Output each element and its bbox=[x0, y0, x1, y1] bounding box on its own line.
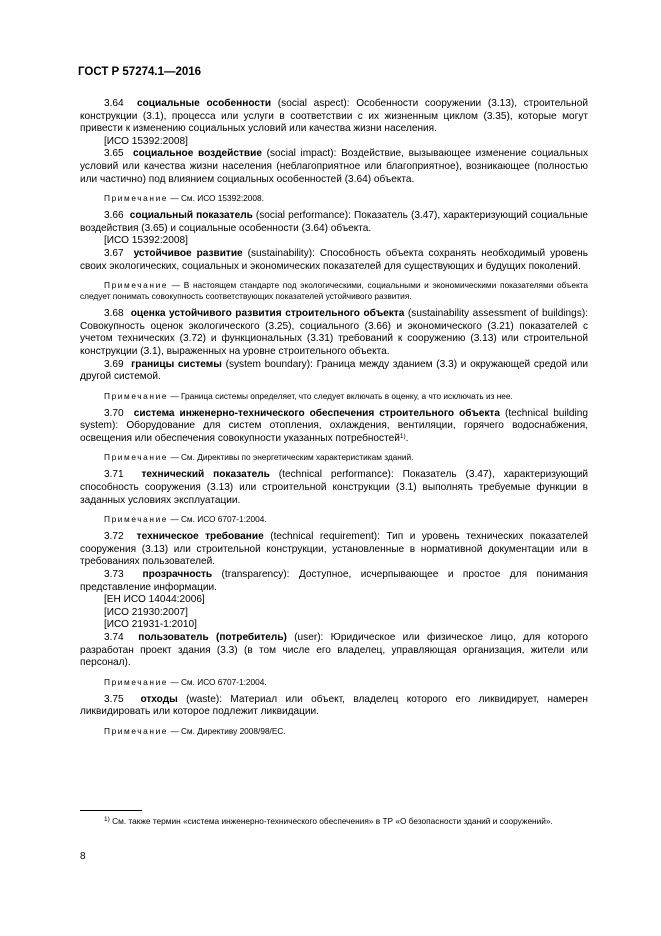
note-label: Примечание bbox=[104, 676, 169, 687]
term-entry bbox=[80, 694, 588, 719]
term-number: 3.75 bbox=[104, 693, 124, 705]
term-name: устойчивое развитие bbox=[133, 247, 243, 259]
term-entry bbox=[80, 148, 588, 186]
footnote-ref: 1) bbox=[399, 432, 406, 440]
term-definition: (system boundary): Граница между зданием (3.3) и окружающей средой или другой системой. bbox=[80, 358, 588, 383]
term-name: пользователь (потребитель) bbox=[138, 632, 287, 643]
term-note bbox=[80, 726, 588, 737]
term-name: техническое требование bbox=[136, 531, 264, 543]
note-text: — См. ИСО 15392:2008. bbox=[168, 193, 264, 204]
footnote-divider bbox=[80, 810, 142, 811]
term-name: система инженерно-технического обеспечения строительного объекта bbox=[133, 407, 500, 419]
term-definition: (social aspect): Особенности сооружении (3.13), строительной конструкции (3.1), процесса или услуги в соответствии с их жизненным циклом (3.35), которые могут привести к изменению социальных условий или качества жизни населения. bbox=[80, 98, 588, 135]
footnote-text: См. также термин «система инженерно-технического обеспечения» в ТР «О безопасности зданий и сооружений». bbox=[109, 816, 553, 826]
term-source: [ИСО 15392:2008] bbox=[104, 235, 188, 247]
note-label: Примечание bbox=[104, 452, 169, 463]
footnote-mark: 1) bbox=[104, 816, 110, 823]
term-entry bbox=[80, 408, 588, 446]
term-number: 3.70 bbox=[104, 407, 124, 419]
term-definition: (social performance): Показатель (3.47), характеризующий социальные воздействия (3.65) и социальные особенности (3.64) объекта. bbox=[80, 210, 588, 234]
note-label: Примечание bbox=[104, 514, 169, 525]
term-definition: (social impact): Воздействие, вызывающее изменение социальных условий или качества жизни населения (неблагоприятное или благоприятное), возникающее (полностью или частично) под влиянием социальных особенностей (3.64) объекта. bbox=[80, 148, 589, 185]
term-name: социальный показатель bbox=[129, 210, 253, 222]
term-note bbox=[80, 514, 588, 525]
note-label: Примечание bbox=[104, 280, 169, 291]
term-note bbox=[80, 452, 588, 463]
term-entry bbox=[80, 632, 588, 670]
term-note bbox=[80, 280, 588, 302]
term-entry bbox=[80, 469, 588, 507]
note-text: — В настоящем стандарте под экологическими, социальными и экономическими показателями объекта следует понимать совокупность соответствующих показателей устойчивого развития. bbox=[80, 280, 588, 302]
term-entry bbox=[80, 569, 588, 594]
note-text: — См. ИСО 6707-1:2004. bbox=[168, 676, 267, 687]
term-source: [ИСО 21931-1:2010] bbox=[104, 619, 197, 631]
term-entry bbox=[80, 531, 588, 569]
term-definition: (sustainability assessment of buildings): Совокупность оценок экологического (3.25), социального (3.66) и экономического (3.21) показателей с учетом технических (3.72) и функциональных (3.31) требований к сооружению (3.13) или строительной конструкции (3.1), выраженных на уровне строительного объекта. bbox=[80, 308, 588, 357]
term-definition: (sustainability): Способность объекта сохранять необходимый уровень своих экологических, социальных и экономических показателей для существующих и будущих поколений. bbox=[80, 247, 589, 272]
term-source: [ИСО 15392:2008] bbox=[104, 135, 188, 147]
term-note bbox=[80, 677, 588, 688]
term-source: [ИСО 21930:2007] bbox=[104, 606, 188, 618]
note-label: Примечание bbox=[104, 390, 169, 401]
term-note bbox=[80, 391, 588, 402]
term-entry bbox=[80, 359, 588, 384]
terms-body bbox=[80, 98, 588, 743]
term-number: 3.64 bbox=[104, 98, 124, 109]
term-number: 3.65 bbox=[104, 148, 124, 160]
term-number: 3.67 bbox=[104, 247, 124, 259]
note-label: Примечание bbox=[104, 193, 169, 204]
term-number: 3.74 bbox=[104, 632, 124, 643]
term-definition: (technical building system): Оборудование для систем отопления, охлаждения, вентиляции, горячего водоснабжения, освещения или обеспечения совокупности указанных потребностей bbox=[80, 407, 588, 444]
page-number: 8 bbox=[80, 851, 86, 862]
term-definition: (transparency): Доступное, исчерпывающее и простое для понимания представление информации. bbox=[80, 569, 588, 593]
term-entry bbox=[80, 98, 588, 136]
document-header: ГОСТ Р 57274.1—2016 bbox=[78, 66, 202, 78]
term-number: 3.68 bbox=[104, 308, 124, 320]
footnote bbox=[80, 816, 588, 828]
note-text: — См. Директивы по энергетическим характеристикам зданий. bbox=[168, 452, 414, 463]
note-text: — См. Директиву 2008/98/ЕС. bbox=[168, 725, 286, 736]
note-label: Примечание bbox=[104, 725, 169, 736]
term-entry bbox=[80, 248, 588, 273]
term-definition: (technical requirement): Тип и уровень технических показателей сооружения (3.13) или строительной конструкции, установленные в нормативной документации или в требованиях пользователей. bbox=[80, 531, 589, 568]
term-name: оценка устойчивого развития строительного объекта bbox=[130, 308, 405, 320]
term-number: 3.73 bbox=[104, 569, 124, 581]
term-definition: (user): Юридическое или физическое лицо, для которого разработан проект здания (3.3) (в том числе его владелец, управляющая организация, жители или персонал). bbox=[80, 632, 589, 669]
term-name: прозрачность bbox=[142, 569, 213, 581]
term-source: [ЕН ИСО 14044:2006] bbox=[104, 594, 205, 606]
note-text: — Граница системы определяет, что следует включать в оценку, а что исключать из нее. bbox=[168, 390, 513, 401]
term-definition: (waste): Материал или объект, владелец которого его ликвидирует, намерен ликвидировать или которое подлежит ликвидации. bbox=[80, 693, 588, 718]
term-name: границы системы bbox=[131, 358, 222, 370]
term-note bbox=[80, 193, 588, 204]
term-name: технический показатель bbox=[141, 469, 270, 481]
term-definition-end: . bbox=[405, 432, 409, 444]
term-number: 3.72 bbox=[104, 531, 124, 543]
term-name: социальное воздействие bbox=[133, 148, 262, 160]
term-number: 3.69 bbox=[104, 358, 124, 370]
term-definition: (technical performance): Показатель (3.47), характеризующий способность сооружения (3.13) или строительной конструкции (3.1) выполнять требуемые функции в заданных условиях эксплуатации. bbox=[80, 469, 588, 506]
term-number: 3.66 bbox=[104, 210, 124, 222]
term-number: 3.71 bbox=[104, 469, 124, 481]
note-text: — См. ИСО 6707-1:2004. bbox=[168, 514, 267, 525]
term-entry bbox=[80, 308, 588, 358]
term-name: отходы bbox=[140, 693, 178, 705]
term-entry bbox=[80, 210, 588, 235]
term-name: социальные особенности bbox=[137, 98, 272, 109]
